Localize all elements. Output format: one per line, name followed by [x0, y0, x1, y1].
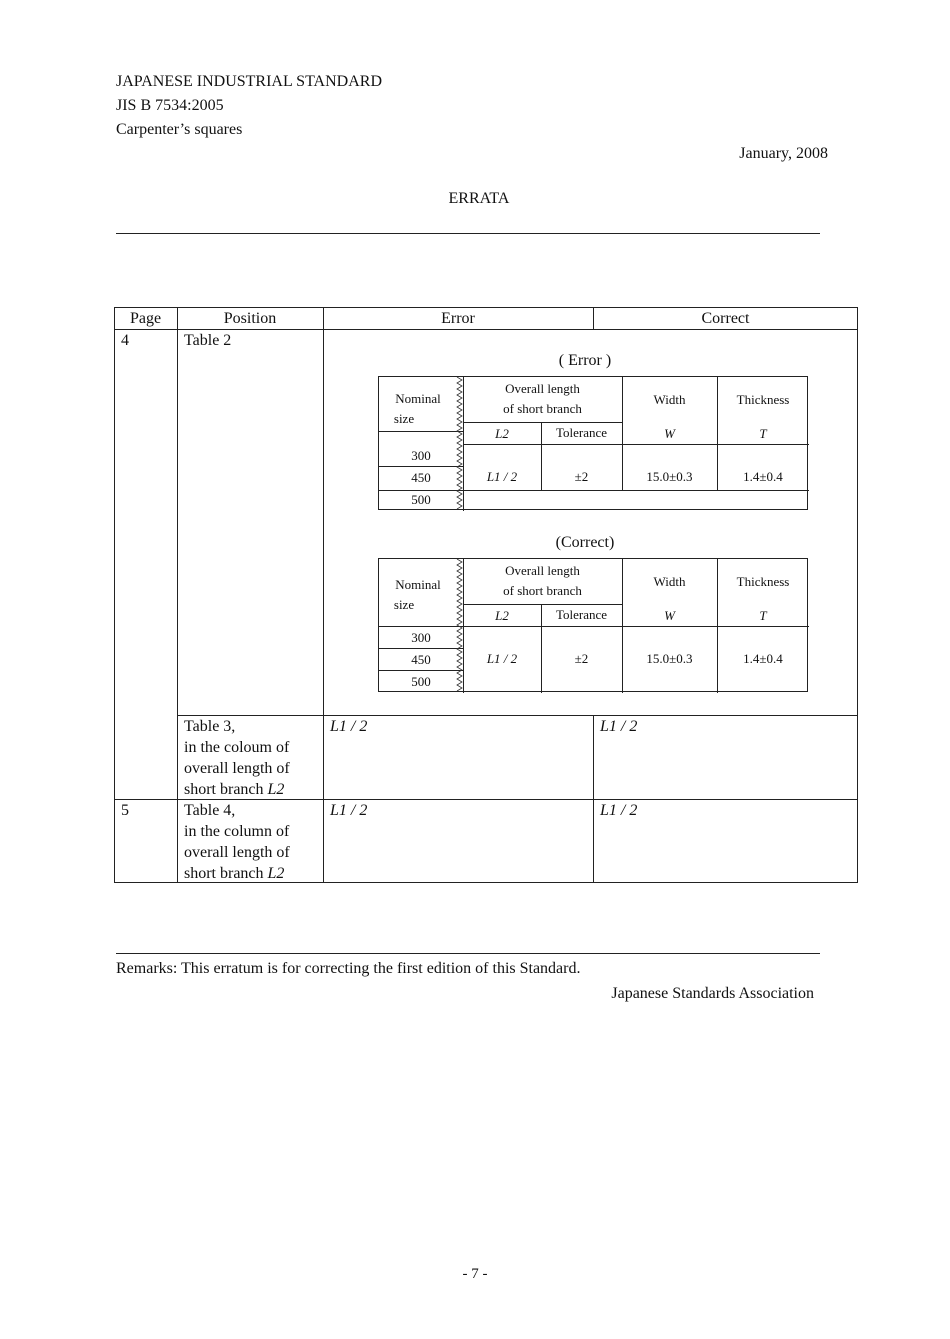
- short-branch-label: of short branch: [503, 583, 582, 598]
- row2-correct: L1 / 2: [600, 718, 638, 735]
- date: January, 2008: [739, 145, 828, 162]
- size-500: 500: [411, 492, 431, 507]
- tolerance-header: Tolerance: [555, 425, 608, 440]
- short-branch-label: of short branch: [503, 401, 582, 416]
- nominal-label: Nominal: [395, 391, 441, 406]
- correct-subtable: [378, 558, 808, 692]
- l2-var: L2: [267, 865, 285, 882]
- l2-header: L2: [495, 608, 509, 623]
- size-300: 300: [411, 448, 431, 463]
- standard-label: JAPANESE INDUSTRIAL STANDARD: [116, 73, 382, 90]
- break-marks: [454, 377, 464, 511]
- width-value: 15.0±0.3: [646, 469, 693, 484]
- l2-header: L2: [495, 426, 509, 441]
- l2-var: L2: [267, 781, 285, 798]
- row3-page: 5: [121, 802, 129, 819]
- page-number: - 7 -: [462, 1266, 488, 1282]
- size-450: 450: [411, 470, 431, 485]
- standard-number: JIS B 7534:2005: [116, 97, 224, 114]
- tolerance-header: Tolerance: [555, 607, 608, 622]
- overall-length-label: Overall length: [505, 381, 580, 396]
- l-value: L1 / 2: [486, 469, 518, 484]
- header-position: Position: [223, 310, 277, 327]
- width-label: Width: [653, 574, 686, 589]
- thickness-value: 1.4±0.4: [743, 651, 783, 666]
- correct-subtable-title: (Correct): [555, 534, 615, 551]
- size-300: 300: [411, 630, 431, 645]
- width-label: Width: [653, 392, 686, 407]
- width-value: 15.0±0.3: [646, 651, 693, 666]
- row1-position: Table 2: [184, 332, 232, 349]
- tolerance-value: ±2: [574, 651, 589, 666]
- t-header: T: [759, 608, 767, 623]
- break-marks: [454, 559, 464, 693]
- header-correct: Correct: [701, 310, 750, 327]
- header-error: Error: [441, 310, 475, 327]
- size-500: 500: [411, 674, 431, 689]
- page-title: ERRATA: [448, 190, 510, 207]
- remarks: Remarks: This erratum is for correcting the first edition of this Standard.: [116, 960, 581, 977]
- row3-correct: L1 / 2: [600, 802, 638, 819]
- thickness-value: 1.4±0.4: [743, 469, 783, 484]
- row2-position: Table 3, in the coloum of overall length of short branch L2: [184, 718, 290, 798]
- error-subtable: [378, 376, 808, 510]
- association: Japanese Standards Association: [611, 985, 814, 1002]
- w-header: W: [664, 608, 675, 623]
- size-label: size: [393, 597, 415, 612]
- standard-title: Carpenter’s squares: [116, 121, 243, 138]
- w-header: W: [664, 426, 675, 441]
- t-header: T: [759, 426, 767, 441]
- thickness-label: Thickness: [736, 392, 790, 407]
- header-rule: [116, 233, 820, 234]
- row3-error: L1 / 2: [330, 802, 368, 819]
- overall-length-label: Overall length: [505, 563, 580, 578]
- nominal-label: Nominal: [395, 577, 441, 592]
- row1-page: 4: [121, 332, 129, 349]
- thickness-label: Thickness: [736, 574, 790, 589]
- row2-error: L1 / 2: [330, 718, 368, 735]
- size-450: 450: [411, 652, 431, 667]
- tolerance-value: ±2: [574, 469, 589, 484]
- footer-rule: [116, 953, 820, 954]
- error-subtable-title: ( Error ): [558, 352, 612, 369]
- size-label: size: [393, 411, 415, 426]
- l-value: L1 / 2: [486, 651, 518, 666]
- row3-position: Table 4, in the column of overall length of short branch L2: [184, 802, 290, 882]
- header-page: Page: [129, 310, 162, 327]
